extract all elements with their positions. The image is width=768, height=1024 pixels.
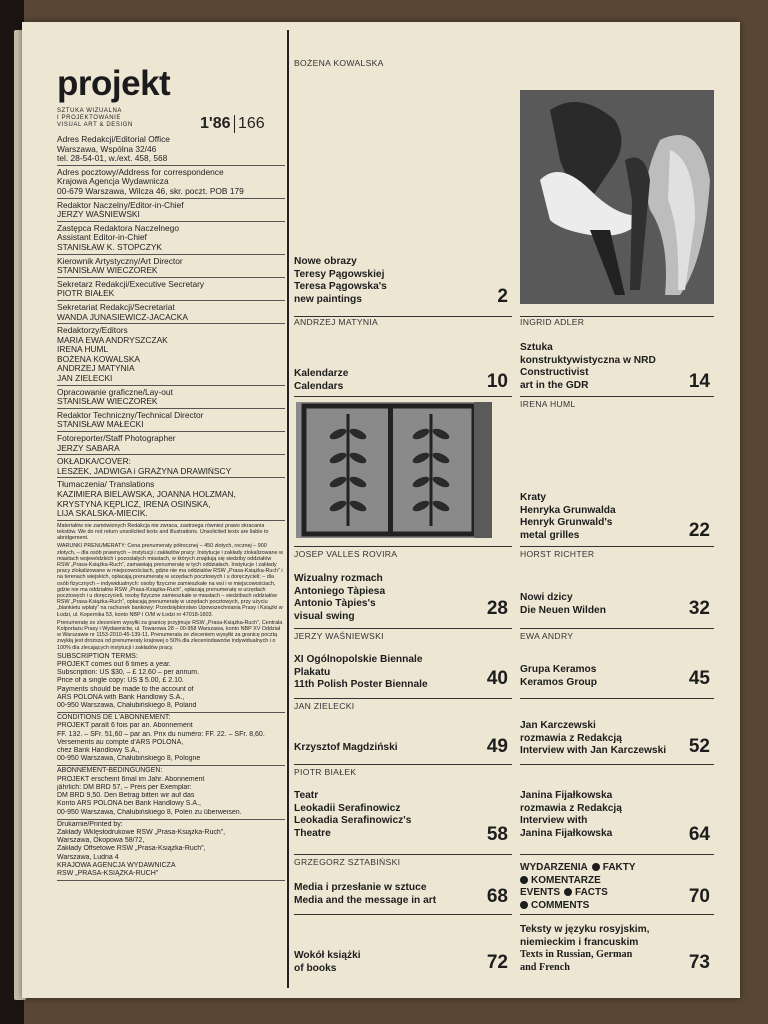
toc-title: Janina Fijałkowska rozmawia z Redakcją Interview with Janina Fijałkowska bbox=[520, 790, 622, 839]
toc-entry bbox=[294, 764, 512, 855]
credit-block bbox=[57, 201, 285, 222]
toc-author: BOŻENA KOWALSKA bbox=[294, 58, 384, 68]
magazine-logo: projekt bbox=[57, 64, 171, 103]
credit-block bbox=[57, 480, 285, 520]
credit-block bbox=[57, 457, 285, 478]
toc-author: JERZY WAŚNIEWSKI bbox=[294, 631, 384, 641]
subscription-line: 00-950 Warszawa, Chałubińskiego 8, Poland bbox=[57, 702, 197, 710]
subscription-line: 00-950 Warszawa, Chałubińskiego 8, Polen zu überweisen. bbox=[57, 808, 242, 816]
toc-title: Kraty Henryka Grunwalda Henryk Grunwald's metal grilles bbox=[520, 492, 616, 541]
credit-line: Redaktor Techniczny/Technical Director bbox=[57, 410, 204, 420]
toc-page-number: 22 bbox=[688, 520, 710, 541]
toc-page-number: 28 bbox=[486, 598, 508, 619]
table-of-contents bbox=[294, 58, 734, 988]
credit-line: Warszawa, Wspólna 32/46 bbox=[57, 144, 157, 154]
credit-line: Adres Redakcji/Editorial Office bbox=[57, 135, 170, 144]
credit-line: BOŻENA KOWALSKA bbox=[57, 354, 140, 364]
credit-line: Redaktorzy/Editors bbox=[57, 326, 128, 336]
toc-entry bbox=[520, 316, 714, 397]
credit-line: JERZY WAŚNIEWSKI bbox=[57, 210, 140, 220]
toc-entry bbox=[294, 698, 512, 765]
credit-line: 00-679 Warszawa, Wilcza 46, skr. poczt. POB 179 bbox=[57, 186, 244, 196]
toc-page-number: 45 bbox=[688, 668, 710, 689]
toc-entry bbox=[520, 764, 714, 855]
credit-block bbox=[57, 411, 285, 432]
toc-author: GRZEGORZ SZTABIŃSKI bbox=[294, 857, 401, 867]
toc-entry bbox=[520, 396, 714, 547]
toc-title: Media i przesłanie w sztuce Media and the message in art bbox=[294, 882, 437, 906]
credit-line: Kierownik Artystyczny/Art Director bbox=[57, 256, 183, 266]
toc-page-number: 52 bbox=[688, 736, 710, 757]
subscription-line: PROJEKT erscheint 6mal im Jahr. Abonnement bbox=[57, 775, 205, 783]
toc-title: WYDARZENIA FAKTY KOMENTARZE EVENTS FACTS COMMENTS bbox=[520, 862, 636, 911]
credit-block bbox=[57, 224, 285, 255]
subscription-line: CONDITIONS DE L'ABONNEMENT: bbox=[57, 714, 171, 722]
toc-author: HORST RICHTER bbox=[520, 549, 595, 559]
credit-line: PIOTR BIAŁEK bbox=[57, 289, 115, 299]
credit-line: Fotoreporter/Staff Photographer bbox=[57, 434, 176, 444]
bullet-icon bbox=[592, 863, 600, 871]
toc-title: Kalendarze Calendars bbox=[294, 368, 349, 392]
credit-block bbox=[57, 135, 285, 166]
toc-title: Teatr Leokadii Serafinowicz Leokadia Serafinowicz's Theatre bbox=[294, 790, 412, 839]
toc-entry bbox=[520, 546, 714, 629]
toc-entry bbox=[294, 546, 512, 629]
issue-number: 166 bbox=[234, 115, 265, 133]
subscription-line: Zakłady Wklęsłodrukowe RSW „Prasa-Książka-Ruch”, bbox=[57, 828, 226, 836]
bullet-icon bbox=[564, 888, 572, 896]
credit-line: Redaktor Naczelny/Editor-in-Chief bbox=[57, 200, 184, 210]
subscription-line: Drukarnie/Printed by: bbox=[57, 820, 123, 828]
toc-entry bbox=[520, 58, 714, 317]
credit-line: LESZEK, JADWIGA i GRAŻYNA DRAWIŃSCY bbox=[57, 466, 232, 476]
bullet-icon bbox=[520, 901, 528, 909]
toc-page-number: 49 bbox=[486, 736, 508, 757]
subscription-line: jährlich: DM BRD 57, – Preis per Exemplar: bbox=[57, 783, 192, 791]
credit-line: Krajowa Agencja Wydawnicza bbox=[57, 177, 169, 187]
credit-block bbox=[57, 326, 285, 386]
credit-line: Zastępca Redaktora Naczelnego bbox=[57, 223, 179, 233]
subscription-line: FF. 132. – SFr. 51,60 – par an. Prix du numéro: FF. 22. – SFr. 8,60. bbox=[57, 730, 265, 738]
credit-line: Sekretarz Redakcji/Executive Secretary bbox=[57, 279, 205, 289]
toc-title: Wokół książki of books bbox=[294, 950, 361, 974]
toc-author: ANDRZEJ MATYNIA bbox=[294, 317, 379, 327]
toc-page-number: 64 bbox=[688, 824, 710, 845]
toc-title: Jan Karczewski rozmawia z Redakcją Interview with Jan Karczewski bbox=[520, 720, 667, 756]
toc-page-number: 72 bbox=[486, 952, 508, 973]
subscription-line: Zakłady Offsetowe RSW „Prasa-Książka-Ruch”, bbox=[57, 845, 206, 853]
credit-block bbox=[57, 168, 285, 199]
fine-print-paragraph: Prenumeratę ze zleceniem wysyłki za granicę przyjmuje RSW „Prasa-Książka-Ruch”, Centrala Kolportażu Prasy i Wydawnictw, ul. Towarowa 28 – 00-958 Warszawa, konto NBP XV Oddział w Warszawie nr 1153-2010-45-139-11. Prenumerata ze zleceniem wysyłki za granicę pocztą zwykłą jest droższa od prenumeraty krajowej o 50% dla zleceniodawców indywidualnych i o 100% dla zlecających instytucji i zakładów pracy. bbox=[57, 619, 283, 651]
toc-title: Teksty w języku rosyjskim, niemieckim i francuskim Texts in Russian, German and French bbox=[520, 924, 650, 973]
toc-title: Krzysztof Magdziński bbox=[294, 742, 398, 753]
credit-list bbox=[57, 135, 285, 521]
column-divider bbox=[287, 30, 289, 988]
toc-page-number: 10 bbox=[486, 371, 508, 392]
subscription-block bbox=[57, 821, 285, 881]
toc-entry bbox=[294, 316, 512, 397]
fine-print bbox=[57, 523, 285, 651]
credit-line: Assistant Editor-in-Chief bbox=[57, 233, 147, 243]
toc-entry bbox=[520, 698, 714, 765]
issue-label: 1'86 bbox=[200, 115, 231, 132]
credit-line: Opracowanie graficzne/Lay-out bbox=[57, 387, 173, 397]
credit-line: tel. 28-54-01, w./ext. 458, 568 bbox=[57, 154, 168, 164]
subscription-block bbox=[57, 714, 285, 766]
toc-page-number: 32 bbox=[688, 598, 710, 619]
credit-line: STANISŁAW WIECZOREK bbox=[57, 266, 158, 276]
credit-line: JAN ZIELECKI bbox=[57, 374, 113, 384]
toc-title: Nowi dzicy Die Neuen Wilden bbox=[520, 592, 606, 616]
toc-author: INGRID ADLER bbox=[520, 317, 585, 327]
subscription-line: Subscription: US $30, – £ 12.60 – per annum. bbox=[57, 669, 200, 677]
credit-line: OKŁADKA/COVER: bbox=[57, 457, 132, 467]
toc-page-number: 2 bbox=[497, 286, 508, 307]
toc-entry bbox=[520, 854, 714, 915]
magazine-subtitle: SZTUKA WIZUALNA I PROJEKTOWANIE VISUAL ART & DESIGN bbox=[57, 108, 133, 128]
toc-page-number: 73 bbox=[688, 952, 710, 973]
subscription-line: ABONNEMENT-BEDINGUNGEN: bbox=[57, 767, 163, 775]
subscription-line: KRAJOWA AGENCJA WYDAWNICZA bbox=[57, 861, 176, 869]
credit-line: STANISŁAW K. STOPCZYK bbox=[57, 242, 163, 252]
credit-block bbox=[57, 280, 285, 301]
credit-line: Adres pocztowy/Address for correspondence bbox=[57, 167, 224, 177]
toc-page-number: 58 bbox=[486, 824, 508, 845]
toc-title: Nowe obrazy Teresy Pągowskiej Teresa Pągowska's new paintings bbox=[294, 256, 387, 305]
credits bbox=[57, 135, 285, 882]
subscription-line: chez Bank Handlowy S.A., bbox=[57, 747, 140, 755]
toc-page-number: 68 bbox=[486, 886, 508, 907]
toc-entry bbox=[294, 628, 512, 699]
toc-title: Grupa Keramos Keramos Group bbox=[520, 664, 597, 688]
credit-line: STANISŁAW WIECZOREK bbox=[57, 397, 158, 407]
subscription-block bbox=[57, 767, 285, 819]
bullet-icon bbox=[520, 876, 528, 884]
credit-line: WANDA JUNASIEWICZ-JACACKA bbox=[57, 312, 188, 322]
toc-author: JAN ZIELECKI bbox=[294, 701, 355, 711]
subscription-line: Konto ARS POLONA bei Bank Handlowy S.A., bbox=[57, 800, 201, 808]
credit-line: KRYSTYNA KĘPLICZ, IRENA OSIŃSKA, bbox=[57, 499, 211, 509]
credit-block bbox=[57, 388, 285, 409]
masthead-column bbox=[54, 30, 284, 990]
toc-entry bbox=[520, 914, 714, 988]
subscription-line: ARS POLONA with Bank Handlowy S.A., bbox=[57, 693, 185, 701]
toc-title: Wizualny rozmach Antoniego Tàpiesa Antonio Tàpies's visual swing bbox=[294, 573, 386, 622]
subscription-line: Price of a single copy: US $ 5.00, £ 2.10. bbox=[57, 677, 184, 685]
subscription-block bbox=[57, 653, 285, 713]
toc-page-number: 14 bbox=[688, 371, 710, 392]
toc-entry bbox=[294, 58, 512, 317]
credit-line: IRENA HUML bbox=[57, 345, 109, 355]
subscription-line: 00-950 Warszawa, Chałubińskiego 8, Pologne bbox=[57, 755, 201, 763]
subscription-line: Warszawa, Ludna 4 bbox=[57, 853, 119, 861]
subscription-line: SUBSCRIPTION TERMS: bbox=[57, 652, 138, 660]
toc-entry bbox=[520, 628, 714, 699]
credit-block bbox=[57, 434, 285, 455]
subscription-line: DM BRD 9,50. Den Betrag bitten wir auf das bbox=[57, 792, 195, 800]
subscription-line: PROJEKT comes out 6 times a year. bbox=[57, 661, 171, 669]
credit-line: MARIA EWA ANDRYSZCZAK bbox=[57, 335, 168, 345]
credit-line: LIJA SKALSKA-MIECIK. bbox=[57, 509, 148, 519]
toc-author: JOSEP VALLES ROVIRA bbox=[294, 549, 398, 559]
toc-entry bbox=[294, 914, 512, 988]
credit-line: Tłumaczenia/ Translations bbox=[57, 480, 155, 490]
subscription-line: RSW „PRASA-KSIĄŻKA-RUCH” bbox=[57, 869, 159, 877]
credit-block bbox=[57, 303, 285, 324]
subscription-line: Warszawa, Okopowa 58/72, bbox=[57, 837, 145, 845]
credit-line: STANISŁAW MAŁECKI bbox=[57, 420, 144, 430]
fine-print-paragraph: WARUNKI PRENUMERATY: Cena prenumeraty półrocznej – 450 złotych, rocznej – 900 złotych, – dla osób prawnych – instytucji i zakładów pracy: Instytucje i zakłady zlokalizowane w miastach wojewódzkich i pozostałych miastach, w których znajdują się siedziby oddziałów RSW „Prasa-Książka-Ruch”, zamawiają prenumeratę w tych oddziałach. Instytucje i zakłady pracy zlokalizowane w miejscowościach, gdzie nie ma oddziałów RSW „Prasa-Książka-Ruch” i na terenach wiejskich, opłacają prenumeratę w urzędach pocztowych i u doręczycieli; – dla osób fizycznych – indywidualnych: osoby fizyczne zamieszkałe na wsi i w miejscowościach, gdzie nie ma oddziałów RSW „Prasa-Książka-Ruch”, opłacają prenumeratę w urzędach pocztowych i u doręczycieli, osoby fizyczne zamieszkałe w miastach – siedzibach oddziałów RSW „Prasa-Książka-Ruch”, opłacają prenumeratę w urzędach pocztowych, przy użyciu „blankietu wpłaty” na rachunek bankowy: Przedsiębiorstwo Upowszechniania Prasy i Książki w Łodzi, ul. Kopernika 53, konto NBP I O/M w Łodzi nr 47018-1603. bbox=[57, 543, 283, 618]
credit-line: Sekretariat Redakcji/Secretariat bbox=[57, 302, 175, 312]
subscription-line: Payments should be made to the account of bbox=[57, 685, 194, 693]
fine-print-paragraph: Materiałów nie zamówionych Redakcja nie zwraca, zastrzega również prawo skracania tekstów. We do not return unsolicited texts and illustrations. Unsolicited texts are liable to abridgement. bbox=[57, 522, 269, 542]
credit-line: JERZY SABARA bbox=[57, 443, 120, 453]
toc-page-number: 40 bbox=[486, 668, 508, 689]
credit-line: KAZIMIERA BIELAWSKA, JOANNA HOLZMAN, bbox=[57, 490, 236, 499]
subscription-terms bbox=[57, 653, 285, 881]
subscription-line: PROJEKT paraît 6 fois par an. Abonnement bbox=[57, 722, 193, 730]
subscription-line: Versements au compte d'ARS POLONA, bbox=[57, 738, 184, 746]
toc-entry bbox=[294, 854, 512, 915]
toc-entry bbox=[294, 396, 512, 547]
credit-block bbox=[57, 257, 285, 278]
toc-title: XI Ogólnopolskie Biennale Plakatu 11th Polish Poster Biennale bbox=[294, 654, 428, 690]
toc-author: IRENA HUML bbox=[520, 399, 576, 409]
toc-page-number: 70 bbox=[688, 886, 710, 907]
magazine-page bbox=[22, 22, 740, 998]
credit-line: ANDRZEJ MATYNIA bbox=[57, 364, 135, 374]
toc-author: EWA ANDRY bbox=[520, 631, 574, 641]
toc-title: Sztuka konstruktywistyczna w NRD Constructivist art in the GDR bbox=[520, 342, 656, 391]
toc-author: PIOTR BIAŁEK bbox=[294, 767, 357, 777]
